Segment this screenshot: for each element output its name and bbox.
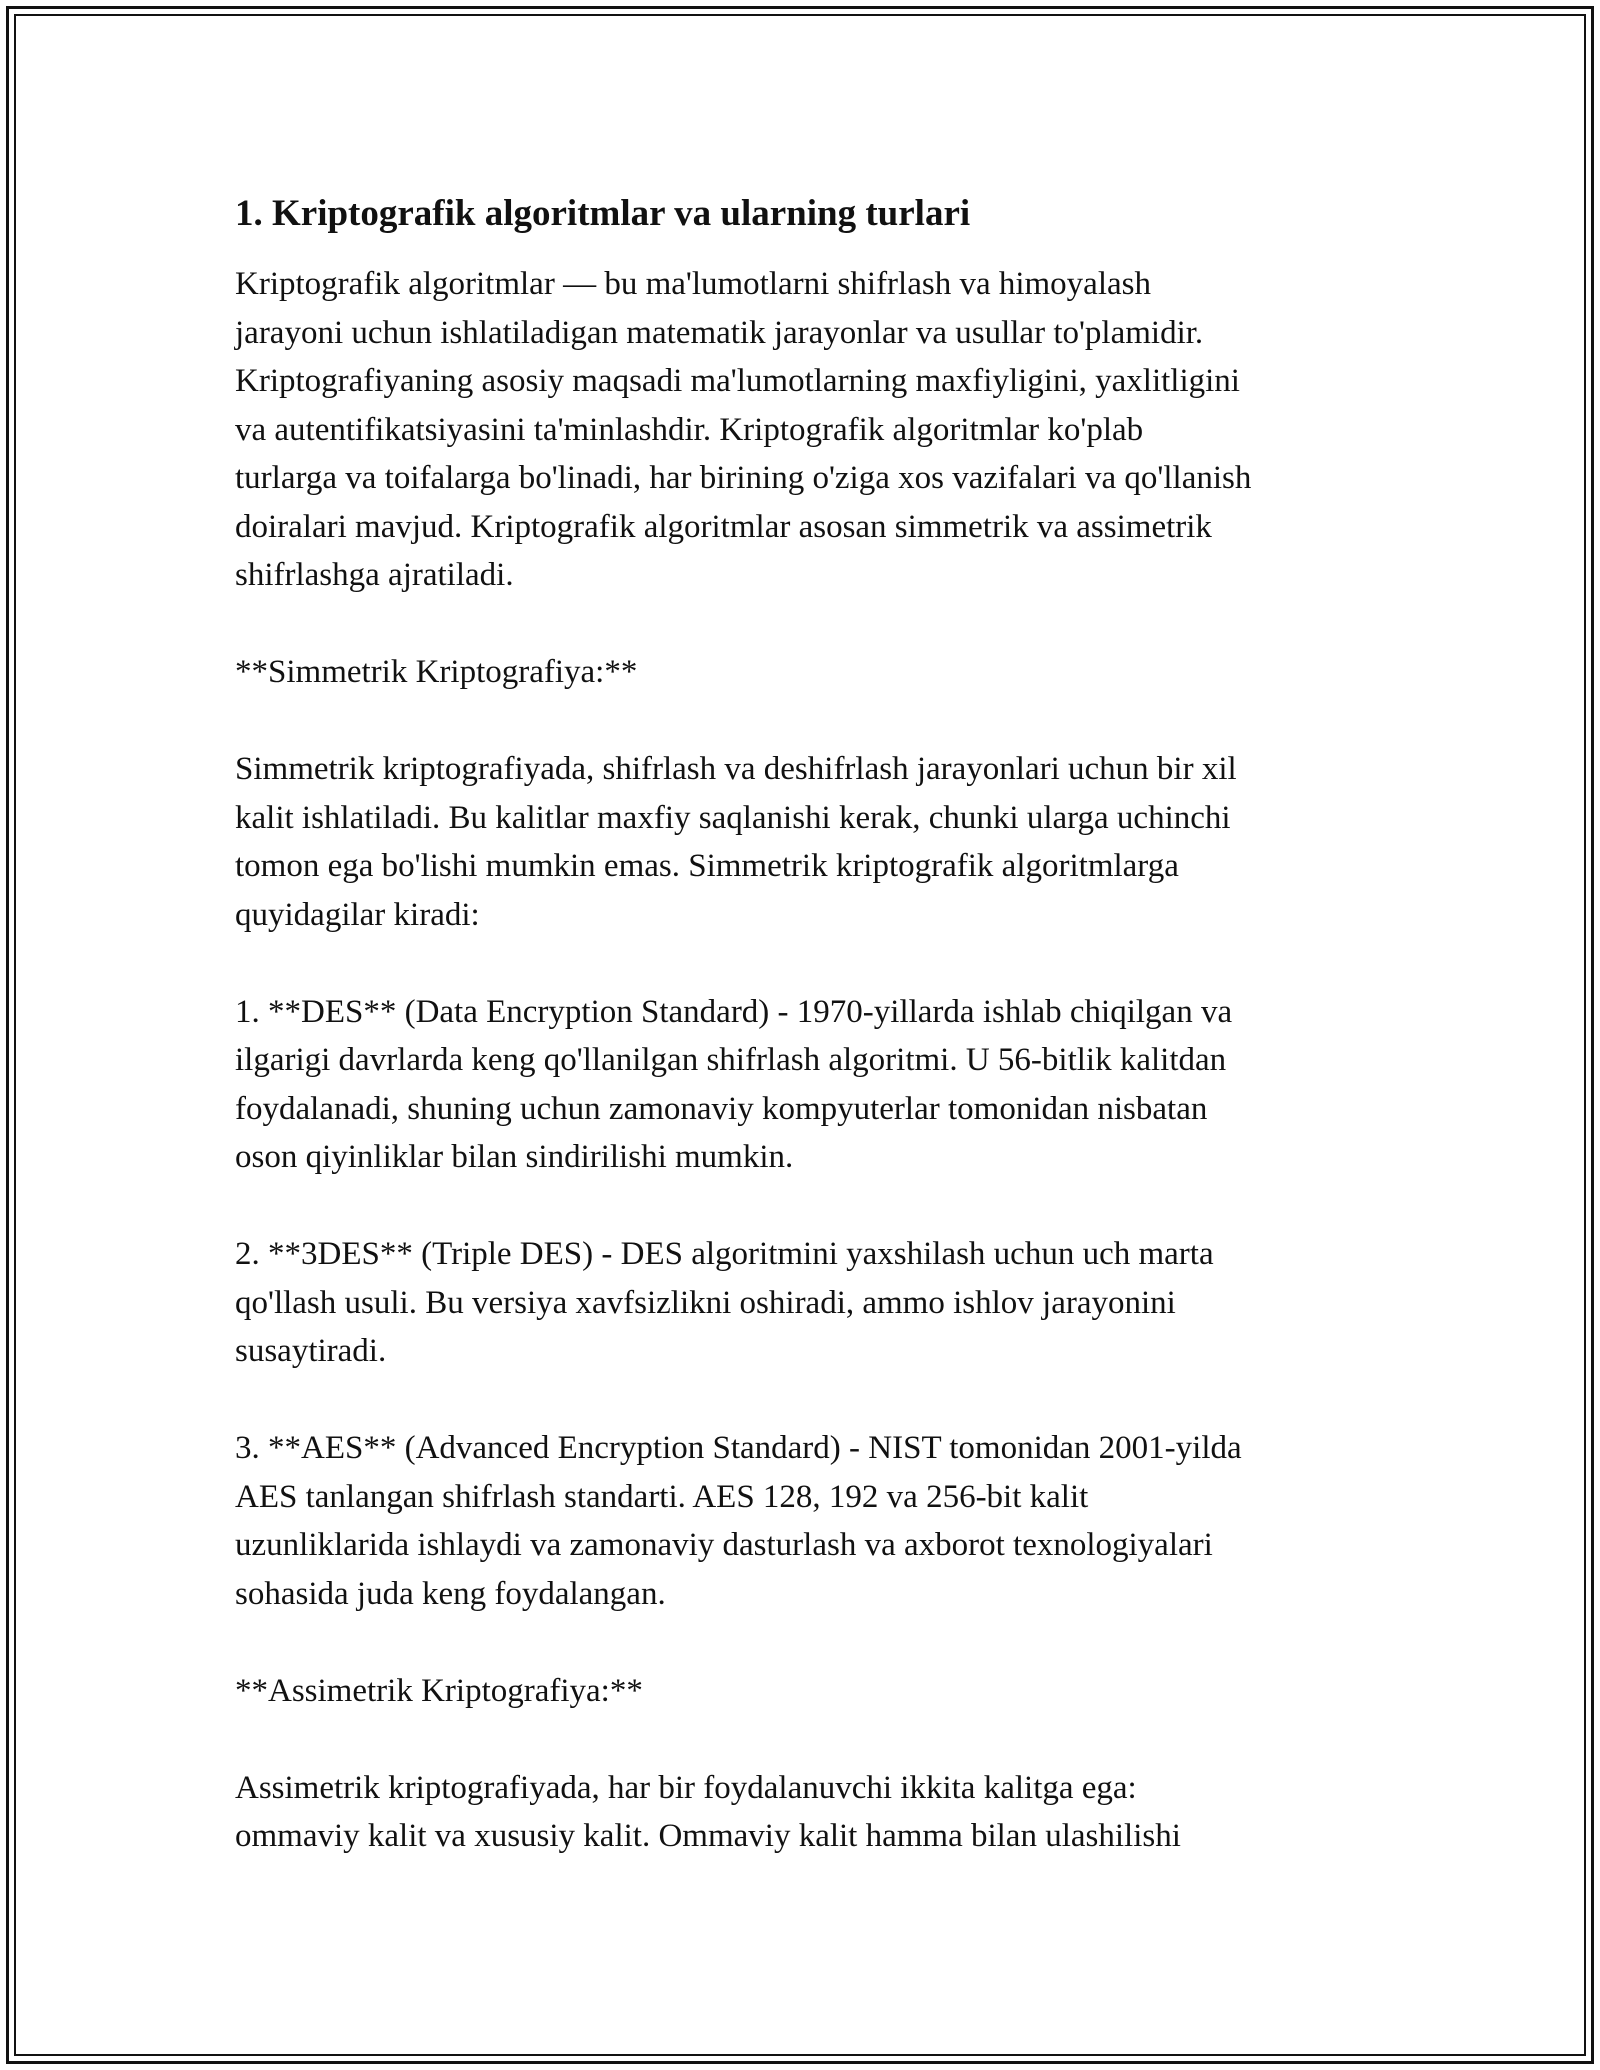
asymmetric-paragraph: Assimetrik kriptografiyada, har bir foydalanuvchi ikkita kalitga ega: ommaviy kalit va xususiy kalit. Ommaviy kalit hamma bilan ulashilishi — [235, 1769, 1181, 1854]
spacer — [235, 939, 1375, 988]
asymmetric-subheading: **Assimetrik Kriptografiya:** — [235, 1672, 643, 1709]
section-heading: 1. Kriptografik algoritmlar va ularning turlari — [235, 193, 971, 234]
spacer — [235, 697, 1375, 746]
spacer — [235, 242, 1375, 260]
spacer — [235, 1618, 1375, 1667]
list-item-aes: 3. **AES** (Advanced Encryption Standard) - NIST tomonidan 2001-yilda AES tanlangan shifrlash standarti. AES 128, 192 va 256-bit kalit uzunliklarida ishlaydi va zamonaviy dasturlash va axborot texnologiyalari sohasida juda keng foydalangan. — [235, 1430, 1242, 1612]
symmetric-paragraph: Simmetrik kriptografiyada, shifrlash va deshifrlash jarayonlari uchun bir xil kalit ishlatiladi. Bu kalitlar maxfiy saqlanishi kerak, chunki ularga uchinchi tomon ega bo'lishi mumkin emas. Simmetrik kriptografik algoritmlarga quyidagilar kiradi: — [235, 751, 1237, 933]
document-body — [235, 186, 1375, 1861]
list-item-des: 1. **DES** (Data Encryption Standard) - 1970-yillarda ishlab chiqilgan va ilgarigi davrlarda keng qo'llanilgan shifrlash algoritmi. U 56-bitlik kalitdan foydalanadi, shuning uchun zamonaviy kompyuterlar tomonidan nisbatan oson qiyinliklar bilan sindirilishi mumkin. — [235, 993, 1233, 1175]
spacer — [235, 600, 1375, 649]
spacer — [235, 1376, 1375, 1425]
symmetric-subheading: **Simmetrik Kriptografiya:** — [235, 654, 638, 690]
intro-paragraph: Kriptografik algoritmlar — bu ma'lumotlarni shifrlash va himoyalash jarayoni uchun ishlatiladigan matematik jarayonlar va usullar to'plamidir. Kriptografiyaning asosiy maqsadi ma'lumotlarning maxfiyligini, yaxlitligini va autentifikatsiyasini ta'minlashdir. Kriptografik algoritmlar ko'plab turlarga va toifalarga bo'linadi, har birining o'ziga xos vazifalari va qo'llanish doiralari mavjud. Kriptografik algoritmlar asosan simmetrik va assimetrik shifrlashga ajratiladi. — [235, 266, 1252, 593]
spacer — [235, 1715, 1375, 1764]
spacer — [235, 1182, 1375, 1231]
list-item-3des: 2. **3DES** (Triple DES) - DES algoritmini yaxshilash uchun uch marta qo'llash usuli. Bu versiya xavfsizlikni oshiradi, ammo ishlov jarayonini susaytiradi. — [235, 1236, 1214, 1369]
